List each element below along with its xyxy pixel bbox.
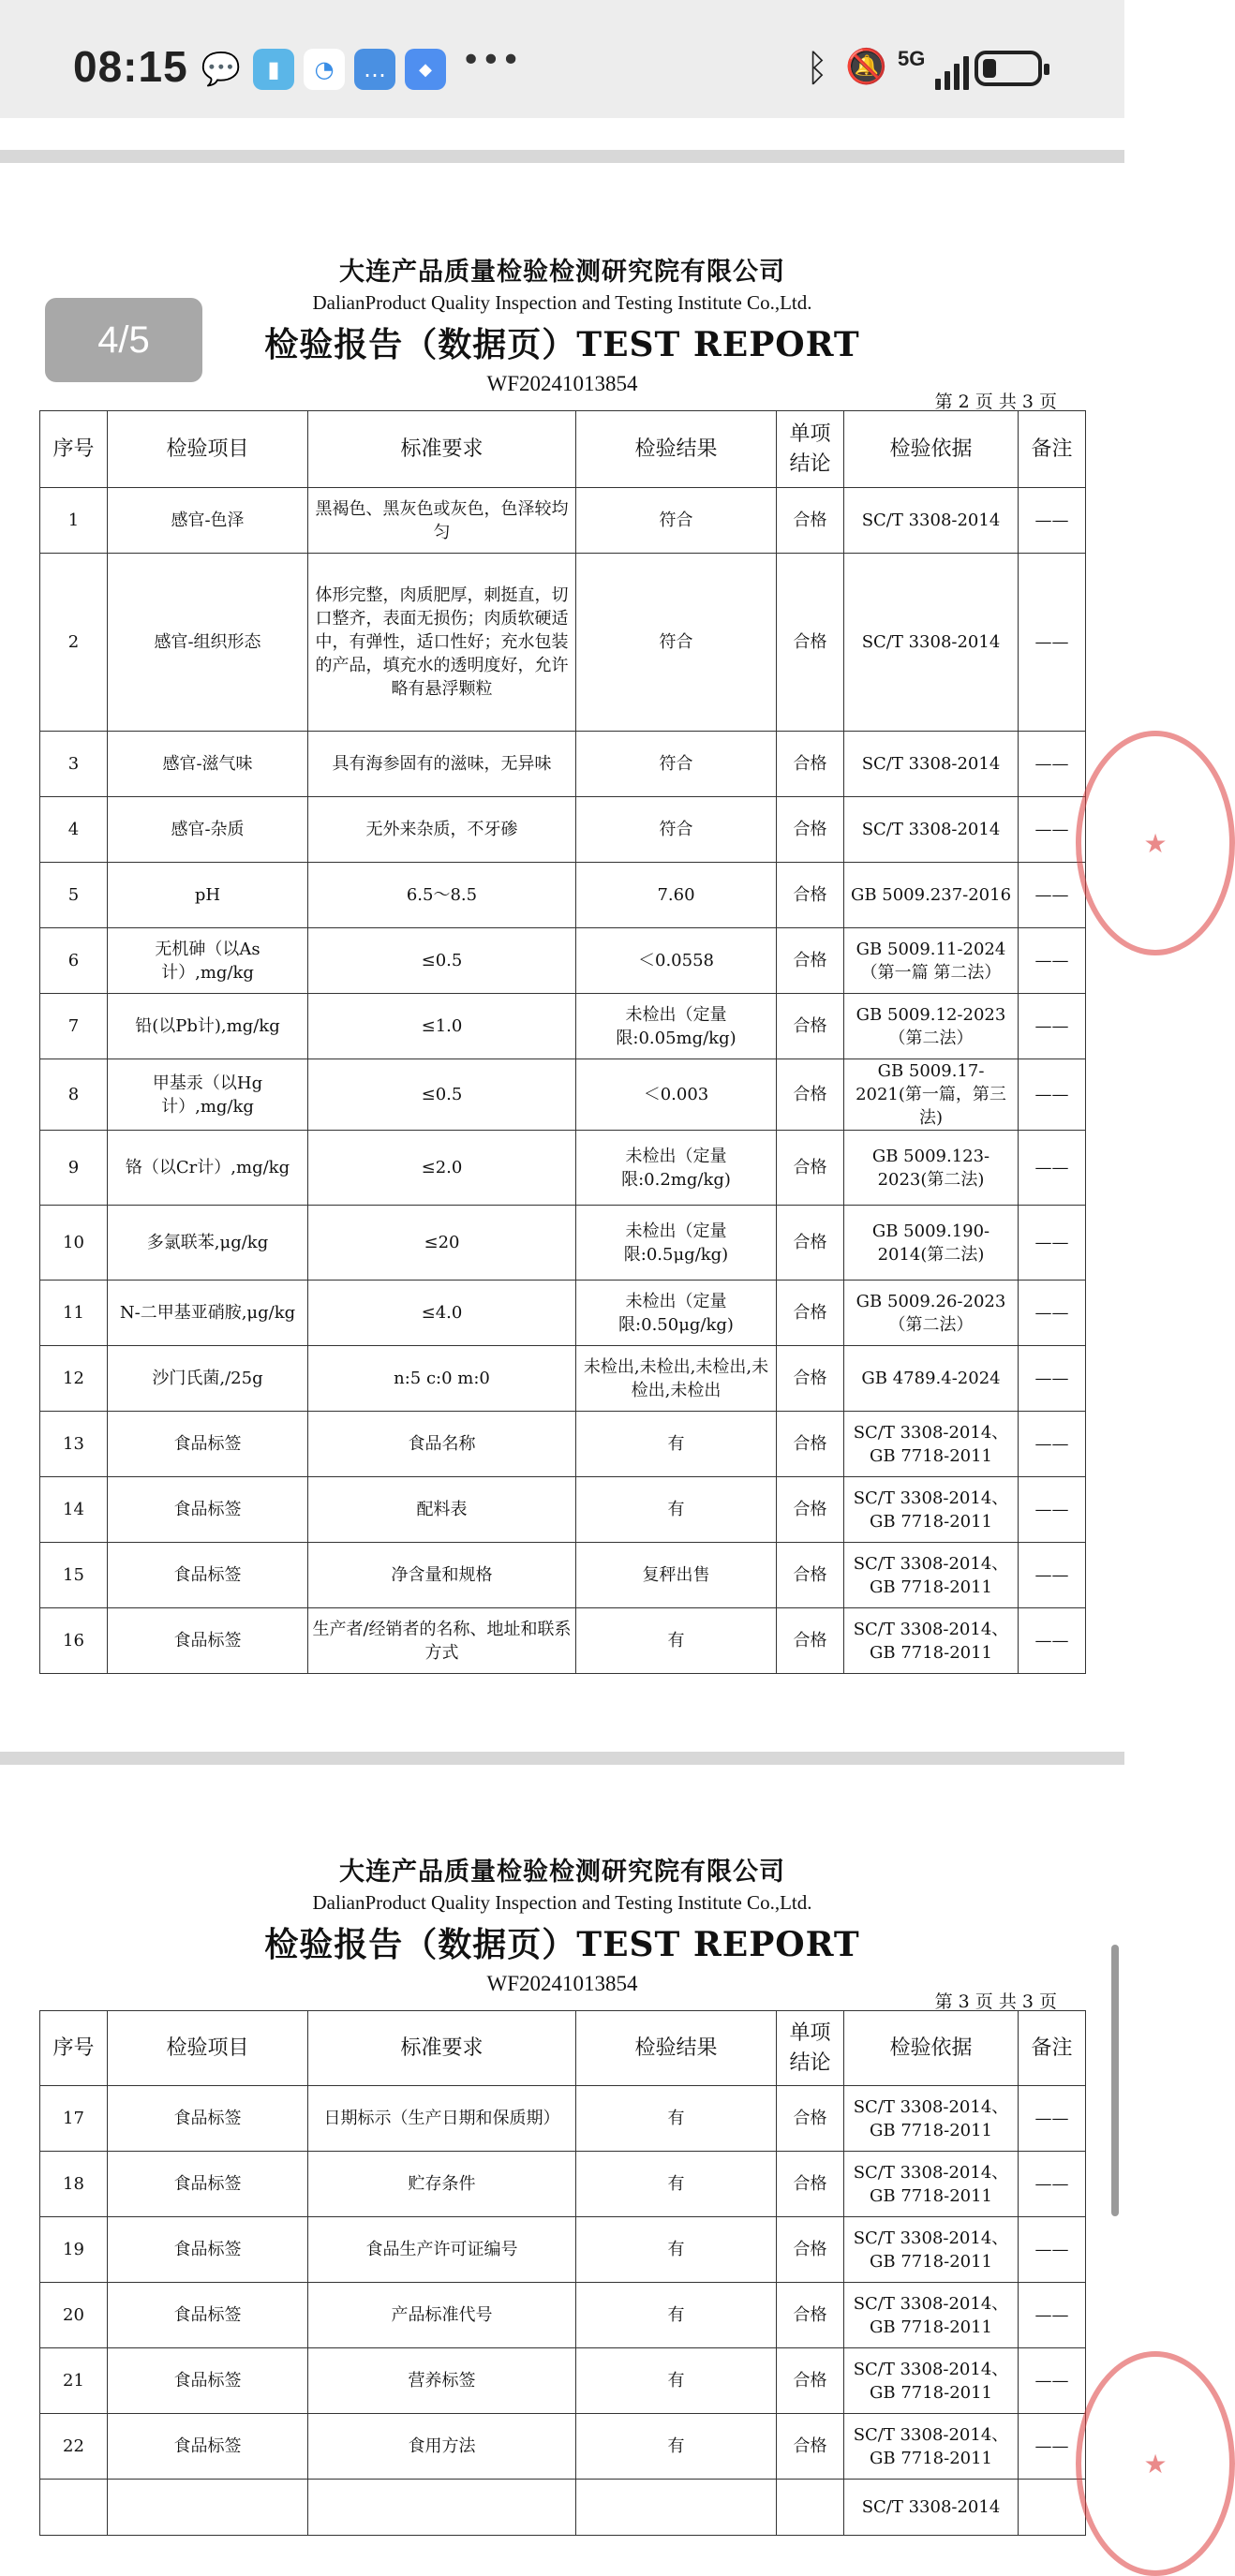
seq-cell: 14 [40, 1477, 108, 1543]
column-header-result: 检验结果 [576, 2011, 777, 2086]
result-cell: 有 [576, 1412, 777, 1477]
result-cell: 符合 [576, 732, 777, 797]
page-separator [0, 150, 1124, 163]
conclusion-cell: 合格 [777, 994, 844, 1059]
basis-cell: SC/T 3308-2014、GB 7718-2011 [844, 1608, 1019, 1674]
column-header-conclusion: 单项结论 [777, 411, 844, 488]
remark-cell: —— [1019, 2414, 1086, 2480]
conclusion-cell: 合格 [777, 1346, 844, 1412]
report-title: 检验报告（数据页）TEST REPORT [264, 1925, 860, 1964]
conclusion-cell: 合格 [777, 2152, 844, 2217]
item-cell: 多氯联苯,μg/kg [108, 1206, 308, 1281]
basis-cell: GB 5009.17-2021(第一篇，第三法) [844, 1059, 1019, 1131]
table-row [40, 2152, 1086, 2217]
company-name-en: DalianProduct Quality Inspection and Testing Institute Co.,Ltd. [312, 1891, 812, 1914]
remark-cell: —— [1019, 1477, 1086, 1543]
remark-cell: —— [1019, 863, 1086, 928]
table-row [40, 1412, 1086, 1477]
result-cell: 有 [576, 2217, 777, 2283]
seq-cell: 11 [40, 1281, 108, 1346]
conclusion-cell: 合格 [777, 488, 844, 554]
seq-cell: 9 [40, 1131, 108, 1206]
basis-cell: GB 5009.26-2023（第二法） [844, 1281, 1019, 1346]
official-seal: ★ [1076, 2351, 1235, 2576]
result-cell: 未检出（定量限:0.05mg/kg) [576, 994, 777, 1059]
requirement-cell: 产品标准代号 [308, 2283, 576, 2348]
reader-icon: ▮ [253, 49, 294, 90]
seq-cell: 13 [40, 1412, 108, 1477]
basis-cell: GB 5009.123-2023(第二法) [844, 1131, 1019, 1206]
conclusion-cell: 合格 [777, 863, 844, 928]
result-cell [576, 2480, 777, 2536]
table-row [40, 488, 1086, 554]
basis-cell: SC/T 3308-2014 [844, 554, 1019, 732]
company-name: 大连产品质量检验检测研究院有限公司 [339, 1858, 785, 1887]
page-number-label: 第 3 页 共 3 页 [934, 1991, 1057, 2012]
table-row [40, 863, 1086, 928]
basis-cell: SC/T 3308-2014、GB 7718-2011 [844, 2086, 1019, 2152]
table-row [40, 2480, 1086, 2536]
conclusion-cell: 合格 [777, 1608, 844, 1674]
remark-cell: —— [1019, 1608, 1086, 1674]
item-cell: 感官-色泽 [108, 488, 308, 554]
report-number: WF20241013854 [486, 1972, 638, 1995]
result-cell: 未检出,未检出,未检出,未检出,未检出 [576, 1346, 777, 1412]
basis-cell: SC/T 3308-2014、GB 7718-2011 [844, 2152, 1019, 2217]
conclusion-cell: 合格 [777, 2348, 844, 2414]
table-header-row [40, 411, 1086, 488]
remark-cell: —— [1019, 2086, 1086, 2152]
table-row [40, 928, 1086, 994]
table-header-row [40, 2011, 1086, 2086]
basis-cell: SC/T 3308-2014 [844, 732, 1019, 797]
conclusion-cell: 合格 [777, 732, 844, 797]
table-row [40, 1477, 1086, 1543]
remark-cell: —— [1019, 554, 1086, 732]
requirement-cell: 贮存条件 [308, 2152, 576, 2217]
basis-cell: SC/T 3308-2014、GB 7718-2011 [844, 2348, 1019, 2414]
remark-cell: —— [1019, 1543, 1086, 1608]
remark-cell: —— [1019, 994, 1086, 1059]
seq-cell: 20 [40, 2283, 108, 2348]
seq-cell: 1 [40, 488, 108, 554]
result-cell: 未检出（定量限:0.5μg/kg) [576, 1206, 777, 1281]
seq-cell: 10 [40, 1206, 108, 1281]
item-cell: pH [108, 863, 308, 928]
seq-cell: 3 [40, 732, 108, 797]
seq-cell: 15 [40, 1543, 108, 1608]
item-cell [108, 2480, 308, 2536]
item-cell: 食品标签 [108, 1477, 308, 1543]
more-dots-icon: ••• [461, 41, 521, 80]
table-row [40, 1059, 1086, 1131]
column-header-conclusion: 单项结论 [777, 2011, 844, 2086]
status-bar [0, 0, 1124, 118]
seq-cell [40, 2480, 108, 2536]
requirement-cell: 配料表 [308, 1477, 576, 1543]
seq-cell: 17 [40, 2086, 108, 2152]
report-table [39, 410, 1086, 1674]
table-row [40, 554, 1086, 732]
basis-cell: SC/T 3308-2014 [844, 797, 1019, 863]
report-header [0, 1851, 1124, 1996]
item-cell: 食品标签 [108, 2348, 308, 2414]
honor-icon: ◆ [405, 49, 446, 90]
result-cell: 有 [576, 2348, 777, 2414]
basis-cell: GB 5009.11-2024（第一篇 第二法） [844, 928, 1019, 994]
column-header-result: 检验结果 [576, 411, 777, 488]
requirement-cell: 日期标示（生产日期和保质期） [308, 2086, 576, 2152]
result-cell: 符合 [576, 797, 777, 863]
requirement-cell: 生产者/经销者的名称、地址和联系方式 [308, 1608, 576, 1674]
conclusion-cell: 合格 [777, 554, 844, 732]
result-cell: 符合 [576, 554, 777, 732]
requirement-cell: 体形完整，肉质肥厚，刺挺直，切口整齐，表面无损伤；肉质软硬适中，有弹性，适口性好；充水包装的产品，填充水的透明度好，允许略有悬浮颗粒 [308, 554, 576, 732]
conclusion-cell [777, 2480, 844, 2536]
conclusion-cell: 合格 [777, 1477, 844, 1543]
conclusion-cell: 合格 [777, 2283, 844, 2348]
seq-cell: 18 [40, 2152, 108, 2217]
column-header-requirement: 标准要求 [308, 411, 576, 488]
basis-cell: GB 4789.4-2024 [844, 1346, 1019, 1412]
table-row [40, 1346, 1086, 1412]
result-cell: 有 [576, 1477, 777, 1543]
table-row [40, 2414, 1086, 2480]
remark-cell: —— [1019, 1131, 1086, 1206]
remark-cell: —— [1019, 2217, 1086, 2283]
table-row [40, 2348, 1086, 2414]
item-cell: 食品标签 [108, 1608, 308, 1674]
item-cell: 感官-杂质 [108, 797, 308, 863]
scrollbar[interactable] [1111, 1945, 1119, 2216]
page-separator [0, 1752, 1124, 1765]
column-header-remark: 备注 [1019, 2011, 1086, 2086]
remark-cell: —— [1019, 732, 1086, 797]
requirement-cell: n:5 c:0 m:0 [308, 1346, 576, 1412]
result-cell: 有 [576, 2414, 777, 2480]
remark-cell: —— [1019, 797, 1086, 863]
clock: 08:15 [73, 42, 188, 91]
page-number-label: 第 2 页 共 3 页 [934, 392, 1057, 412]
item-cell: 感官-组织形态 [108, 554, 308, 732]
requirement-cell: 具有海参固有的滋味，无异味 [308, 732, 576, 797]
table-row [40, 1131, 1086, 1206]
table-row [40, 2086, 1086, 2152]
report-table [39, 2010, 1086, 2536]
requirement-cell: 食品名称 [308, 1412, 576, 1477]
page-indicator: 4/5 [45, 298, 202, 382]
item-cell: 食品标签 [108, 2152, 308, 2217]
result-cell: 有 [576, 2152, 777, 2217]
item-cell: 食品标签 [108, 2414, 308, 2480]
item-cell: 食品标签 [108, 2283, 308, 2348]
remark-cell: —— [1019, 928, 1086, 994]
column-header-basis: 检验依据 [844, 2011, 1019, 2086]
requirement-cell: ≤0.5 [308, 928, 576, 994]
item-cell: 食品标签 [108, 1543, 308, 1608]
signal-icon [935, 52, 969, 90]
table-row [40, 1543, 1086, 1608]
column-header-seq: 序号 [40, 2011, 108, 2086]
remark-cell [1019, 2480, 1086, 2536]
column-header-seq: 序号 [40, 411, 108, 488]
remark-cell: —— [1019, 1412, 1086, 1477]
basis-cell: SC/T 3308-2014、GB 7718-2011 [844, 2414, 1019, 2480]
conclusion-cell: 合格 [777, 1059, 844, 1131]
table-row [40, 1206, 1086, 1281]
requirement-cell [308, 2480, 576, 2536]
conclusion-cell: 合格 [777, 1543, 844, 1608]
message-icon: … [354, 49, 395, 90]
result-cell: 未检出（定量限:0.50μg/kg) [576, 1281, 777, 1346]
item-cell: 铬（以Cr计）,mg/kg [108, 1131, 308, 1206]
conclusion-cell: 合格 [777, 2086, 844, 2152]
requirement-cell: 营养标签 [308, 2348, 576, 2414]
conclusion-cell: 合格 [777, 2217, 844, 2283]
basis-cell: SC/T 3308-2014、GB 7718-2011 [844, 1412, 1019, 1477]
basis-cell: SC/T 3308-2014、GB 7718-2011 [844, 1477, 1019, 1543]
remark-cell: —— [1019, 1346, 1086, 1412]
requirement-cell: ≤4.0 [308, 1281, 576, 1346]
conclusion-cell: 合格 [777, 1206, 844, 1281]
requirement-cell: 黑褐色、黑灰色或灰色，色泽较均匀 [308, 488, 576, 554]
remark-cell: —— [1019, 2283, 1086, 2348]
conclusion-cell: 合格 [777, 928, 844, 994]
table-row [40, 994, 1086, 1059]
column-header-requirement: 标准要求 [308, 2011, 576, 2086]
seq-cell: 4 [40, 797, 108, 863]
remark-cell: —— [1019, 1281, 1086, 1346]
basis-cell: SC/T 3308-2014 [844, 2480, 1019, 2536]
table-row [40, 732, 1086, 797]
basis-cell: SC/T 3308-2014、GB 7718-2011 [844, 2283, 1019, 2348]
basis-cell: SC/T 3308-2014、GB 7718-2011 [844, 2217, 1019, 2283]
company-name: 大连产品质量检验检测研究院有限公司 [339, 258, 785, 287]
item-cell: 铅(以Pb计),mg/kg [108, 994, 308, 1059]
basis-cell: SC/T 3308-2014、GB 7718-2011 [844, 1543, 1019, 1608]
item-cell: 食品标签 [108, 1412, 308, 1477]
wechat-icon: 💬 [201, 51, 242, 88]
column-header-remark: 备注 [1019, 411, 1086, 488]
report-header [0, 251, 1124, 396]
remark-cell: —— [1019, 1059, 1086, 1131]
remark-cell: —— [1019, 1206, 1086, 1281]
item-cell: 甲基汞（以Hg计）,mg/kg [108, 1059, 308, 1131]
requirement-cell: 6.5～8.5 [308, 863, 576, 928]
seq-cell: 16 [40, 1608, 108, 1674]
column-header-item: 检验项目 [108, 411, 308, 488]
basis-cell: SC/T 3308-2014 [844, 488, 1019, 554]
item-cell: N-二甲基亚硝胺,μg/kg [108, 1281, 308, 1346]
table-row [40, 1281, 1086, 1346]
result-cell: 7.60 [576, 863, 777, 928]
item-cell: 无机砷（以As计）,mg/kg [108, 928, 308, 994]
conclusion-cell: 合格 [777, 797, 844, 863]
network-type: 5G [898, 47, 926, 70]
seq-cell: 6 [40, 928, 108, 994]
requirement-cell: 无外来杂质，不牙碜 [308, 797, 576, 863]
qq-icon: ◔ [304, 49, 345, 90]
table-row [40, 797, 1086, 863]
conclusion-cell: 合格 [777, 1131, 844, 1206]
seq-cell: 2 [40, 554, 108, 732]
seq-cell: 21 [40, 2348, 108, 2414]
result-cell: ＜0.0558 [576, 928, 777, 994]
item-cell: 沙门氏菌,/25g [108, 1346, 308, 1412]
seq-cell: 22 [40, 2414, 108, 2480]
conclusion-cell: 合格 [777, 2414, 844, 2480]
basis-cell: GB 5009.12-2023（第二法） [844, 994, 1019, 1059]
report-number: WF20241013854 [486, 372, 638, 395]
result-cell: ＜0.003 [576, 1059, 777, 1131]
seq-cell: 19 [40, 2217, 108, 2283]
result-cell: 有 [576, 2283, 777, 2348]
seq-cell: 5 [40, 863, 108, 928]
table-row [40, 2217, 1086, 2283]
bluetooth-icon: ᛒ [806, 47, 828, 90]
requirement-cell: 食用方法 [308, 2414, 576, 2480]
battery-fill [983, 59, 996, 78]
requirement-cell: ≤0.5 [308, 1059, 576, 1131]
seq-cell: 7 [40, 994, 108, 1059]
requirement-cell: 食品生产许可证编号 [308, 2217, 576, 2283]
company-name-en: DalianProduct Quality Inspection and Testing Institute Co.,Ltd. [312, 291, 812, 314]
basis-cell: GB 5009.190-2014(第二法) [844, 1206, 1019, 1281]
seq-cell: 8 [40, 1059, 108, 1131]
conclusion-cell: 合格 [777, 1281, 844, 1346]
conclusion-cell: 合格 [777, 1412, 844, 1477]
mute-icon: 🔕 [845, 48, 887, 86]
battery-icon [975, 51, 1042, 86]
item-cell: 食品标签 [108, 2217, 308, 2283]
table-row [40, 2283, 1086, 2348]
requirement-cell: ≤2.0 [308, 1131, 576, 1206]
column-header-item: 检验项目 [108, 2011, 308, 2086]
remark-cell: —— [1019, 488, 1086, 554]
result-cell: 有 [576, 1608, 777, 1674]
result-cell: 未检出（定量限:0.2mg/kg) [576, 1131, 777, 1206]
result-cell: 复秤出售 [576, 1543, 777, 1608]
requirement-cell: 净含量和规格 [308, 1543, 576, 1608]
item-cell: 感官-滋气味 [108, 732, 308, 797]
basis-cell: GB 5009.237-2016 [844, 863, 1019, 928]
result-cell: 符合 [576, 488, 777, 554]
seq-cell: 12 [40, 1346, 108, 1412]
remark-cell: —— [1019, 2348, 1086, 2414]
requirement-cell: ≤1.0 [308, 994, 576, 1059]
official-seal: ★ [1076, 731, 1235, 955]
column-header-basis: 检验依据 [844, 411, 1019, 488]
report-title: 检验报告（数据页）TEST REPORT [264, 325, 860, 364]
table-row [40, 1608, 1086, 1674]
requirement-cell: ≤20 [308, 1206, 576, 1281]
item-cell: 食品标签 [108, 2086, 308, 2152]
remark-cell: —— [1019, 2152, 1086, 2217]
result-cell: 有 [576, 2086, 777, 2152]
